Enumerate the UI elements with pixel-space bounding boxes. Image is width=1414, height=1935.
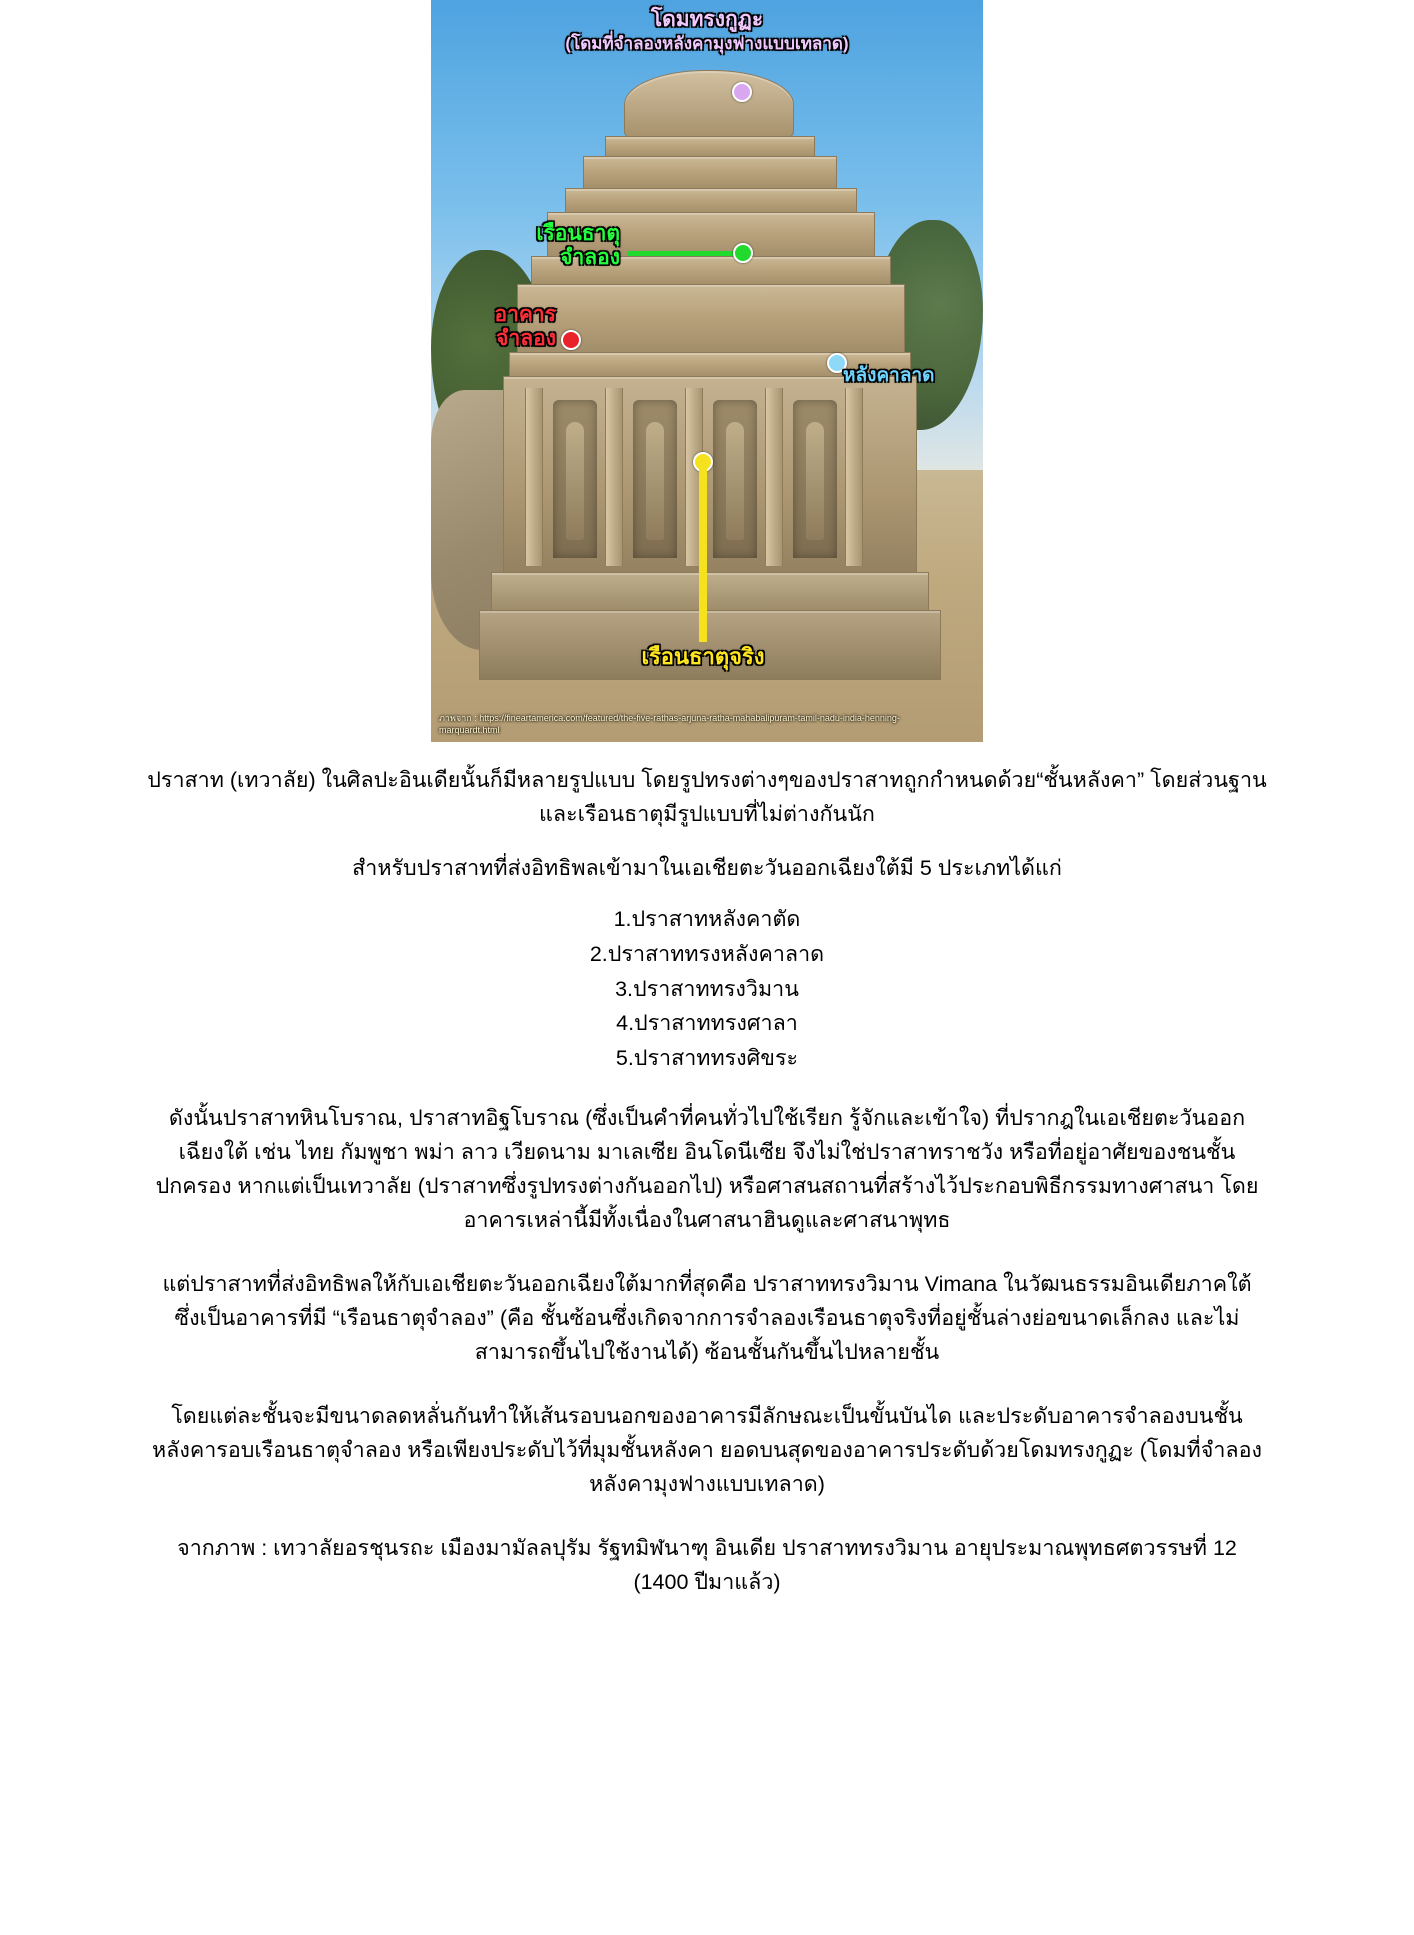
- annotation-minibuilding-line2: จำลอง: [496, 327, 556, 351]
- annotation-label-miniature-wall: [490, 222, 620, 270]
- article-body: [147, 764, 1267, 1600]
- annotated-temple-photo: [431, 0, 983, 742]
- annotation-dome-line1: โดมทรงกูฏะ: [650, 8, 764, 31]
- temple-pillar: [525, 388, 543, 566]
- annotation-label-dome: [565, 8, 848, 54]
- annotation-dot-miniature-building[interactable]: [561, 330, 581, 350]
- annotation-realwall-line1: เรือนธาตุจริง: [641, 644, 765, 669]
- annotation-minibuilding-line1: อาคาร: [494, 303, 556, 326]
- annotation-label-barrel-roof: [843, 365, 934, 387]
- image-credit: ภาพจาก : https://fineartamerica.com/featured/the-five-rathas-arjuna-ratha-mahabalipuram-tamil-nadu-india-henning-marquardt.html: [439, 712, 900, 735]
- annotation-dot-miniature-wall[interactable]: [733, 243, 753, 263]
- spacer: [147, 1502, 1267, 1532]
- relief-figure: [646, 422, 664, 540]
- annotation-miniwall-line2: จำลอง: [560, 246, 620, 270]
- paragraph-source-caption: จากภาพ : เทวาลัยอรชุนรถะ เมืองมามัลลปุรัม รัฐทมิฬนาฑุ อินเดีย ปราสาททรงวิมาน อายุประมาณพุทธศตวรรษที่ 12 (1400 ปีมาแล้ว): [177, 1535, 1237, 1594]
- spacer: [147, 1076, 1267, 1102]
- annotation-dot-dome[interactable]: [732, 82, 752, 102]
- temple-tier-2: [583, 156, 837, 192]
- paragraph-intro-1: ปราสาท (เทวาลัย) ในศิลปะอินเดียนั้นก็มีหลายรูปแบบ โดยรูปทรงต่างๆของปราสาทถูกกำหนดด้วย“ชั้นหลังคา” โดยส่วนฐานและเรือนธาตุมีรูปแบบที่ไม่ต่างกันนัก: [147, 768, 1267, 826]
- temple-pillar: [765, 388, 783, 566]
- list-item: 4.ปราสาททรงศาลา: [616, 1011, 798, 1036]
- list-item: 1.ปราสาทหลังคาตัด: [613, 906, 801, 931]
- list-item: 5.ปราสาททรงศิขระ: [615, 1046, 799, 1071]
- temple-base-upper: [491, 572, 929, 614]
- annotation-label-real-wall: [641, 644, 764, 669]
- relief-figure: [806, 422, 824, 540]
- prasat-type-list: [147, 902, 1267, 1076]
- list-item: 3.ปราสาททรงวิมาน: [615, 976, 799, 1001]
- temple-dome: [624, 70, 794, 142]
- annotation-barrelroof-line1: หลังคาลาด: [843, 365, 935, 386]
- relief-figure: [566, 422, 584, 540]
- annotation-label-miniature-building: [446, 303, 556, 351]
- spacer: [147, 1370, 1267, 1400]
- spacer: [147, 1238, 1267, 1268]
- annotation-dome-line2: (โดมที่จำลองหลังคามุงฟางแบบเทลาด): [565, 34, 849, 54]
- figure-container: [0, 0, 1414, 742]
- list-item: 2.ปราสาททรงหลังคาลาด: [589, 941, 825, 966]
- paragraph-body-2: แต่ปราสาทที่ส่งอิทธิพลให้กับเอเชียตะวันออกเฉียงใต้มากที่สุดคือ ปราสาททรงวิมาน Vimana ในวัฒนธรรมอินเดียภาคใต้ ซึ่งเป็นอาคารที่มี “เรือนธาตุจำลอง” (คือ ชั้นซ้อนซึ่งเกิดจากการจำลองเรือนธาตุจริงที่อยู่ชั้นล่างย่อขนาดเล็กลง และไม่สามารถขึ้นไปใช้งานได้) ซ้อนชั้นกันขึ้นไปหลายชั้น: [162, 1271, 1252, 1364]
- annotation-miniwall-line1: เรือนธาตุ: [536, 222, 620, 245]
- paragraph-intro-2: สำหรับปราสาทที่ส่งอิทธิพลเข้ามาในเอเชียตะวันออกเฉียงใต้มี 5 ประเภทได้แก่: [352, 855, 1062, 880]
- temple-pillar: [845, 388, 863, 566]
- annotation-leader-line-real-wall: [699, 468, 707, 642]
- temple-pillar: [605, 388, 623, 566]
- annotation-leader-line-miniature-wall: [627, 251, 743, 256]
- paragraph-body-1: ดังนั้นปราสาทหินโบราณ, ปราสาทอิฐโบราณ (ซึ่งเป็นคำที่คนทั่วไปใช้เรียก รู้จักและเข้าใจ) ที่ปรากฎในเอเชียตะวันออกเฉียงใต้ เช่น ไทย กัมพูชา พม่า ลาว เวียดนาม มาเลเซีย อินโดนีเซีย จึงไม่ใช่ปราสาทราชวัง หรือที่อยู่อาศัยของชนชั้นปกครอง หากแต่เป็นเทวาลัย (ปราสาทซึ่งรูปทรงต่างกันออกไป) หรือศาสนสถานที่สร้างไว้ประกอบพิธีกรรมทางศาสนา โดยอาคารเหล่านี้มีทั้งเนื่องในศาสนาฮินดูและศาสนาพุทธ: [155, 1106, 1259, 1232]
- paragraph-body-3: โดยแต่ละชั้นจะมีขนาดลดหลั่นกันทำให้เส้นรอบนอกของอาคารมีลักษณะเป็นขั้นบันได และประดับอาคารจำลองบนชั้นหลังคารอบเรือนธาตุจำลอง หรือเพียงประดับไว้ที่มุมชั้นหลังคา ยอดบนสุดของอาคารประดับด้วยโดมทรงกูฏะ (โดมที่จำลองหลังคามุงฟางแบบเทลาด): [151, 1403, 1262, 1496]
- relief-figure: [726, 422, 744, 540]
